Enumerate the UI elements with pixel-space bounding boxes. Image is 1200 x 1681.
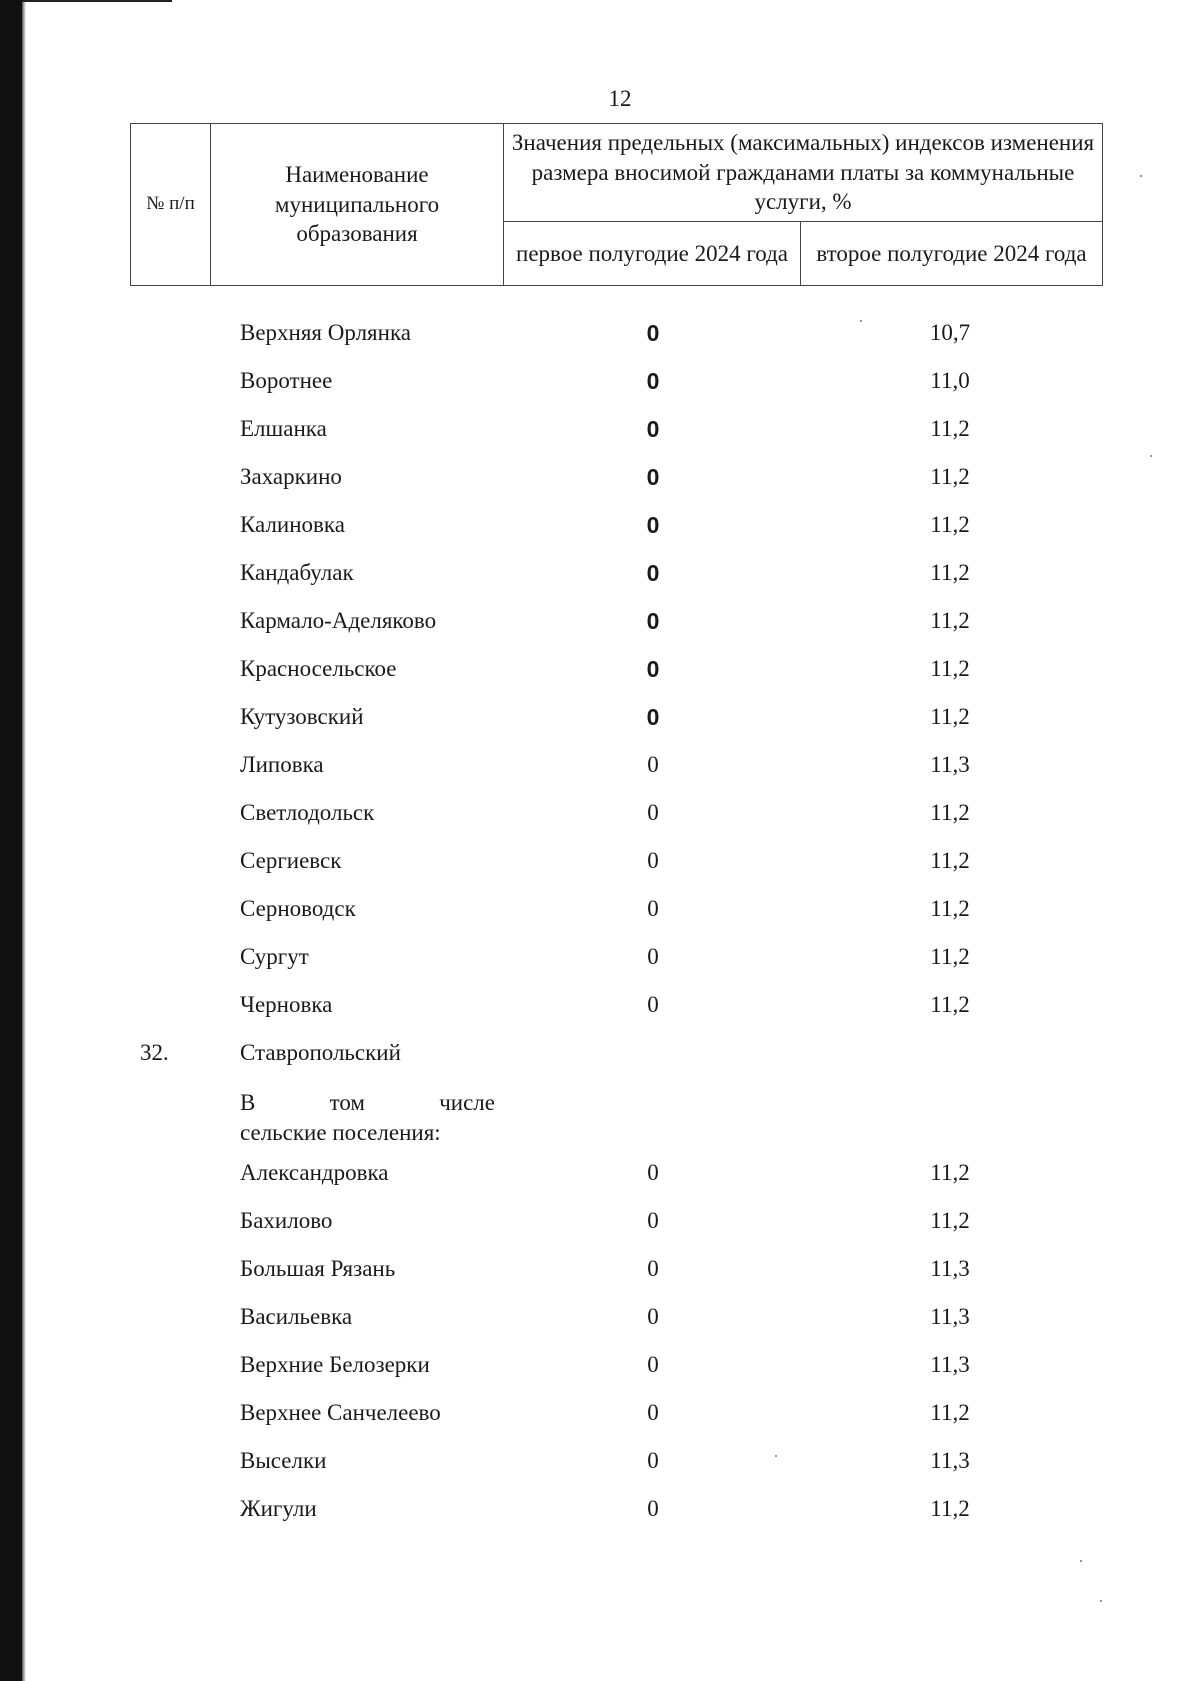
first-half-value: 0 bbox=[647, 944, 659, 969]
first-half-value: 0 bbox=[647, 1352, 659, 1377]
table-row bbox=[0, 368, 1200, 408]
first-half-value: 0 bbox=[647, 848, 659, 873]
table-row bbox=[0, 320, 1200, 360]
subheader-word: числе bbox=[439, 1090, 495, 1115]
municipality-name: Кандабулак bbox=[240, 560, 354, 585]
scan-speck bbox=[860, 320, 862, 322]
subheader-word: В bbox=[240, 1090, 256, 1115]
municipality-name: Верхняя Орлянка bbox=[240, 320, 411, 345]
first-half-value: 0 bbox=[646, 656, 660, 682]
first-half-value: 0 bbox=[647, 896, 659, 921]
second-half-value: 11,2 bbox=[930, 1496, 970, 1521]
table-row bbox=[0, 992, 1200, 1032]
first-half-value: 0 bbox=[647, 1304, 659, 1329]
first-half-value: 0 bbox=[647, 1256, 659, 1281]
municipality-name: Верхние Белозерки bbox=[240, 1352, 430, 1377]
second-half-value: 11,2 bbox=[930, 608, 970, 633]
first-half-value: 0 bbox=[646, 704, 660, 730]
municipality-name: Жигули bbox=[240, 1496, 317, 1521]
table-row bbox=[0, 1160, 1200, 1200]
column-header-second-half: второе полугодие 2024 года bbox=[801, 222, 1103, 286]
second-half-value: 11,2 bbox=[930, 656, 970, 681]
second-half-value: 11,2 bbox=[930, 512, 970, 537]
first-half-value: 0 bbox=[647, 1496, 659, 1521]
first-half-value: 0 bbox=[647, 992, 659, 1017]
second-half-value: 11,3 bbox=[930, 1304, 970, 1329]
section-number: 32. bbox=[140, 1040, 169, 1065]
first-half-value: 0 bbox=[646, 368, 660, 394]
scan-speck bbox=[775, 1455, 777, 1457]
municipality-name: Елшанка bbox=[240, 416, 327, 441]
table-row bbox=[0, 608, 1200, 648]
municipality-name: Захаркино bbox=[240, 464, 342, 489]
first-half-value: 0 bbox=[647, 1160, 659, 1185]
second-half-value: 11,2 bbox=[930, 896, 970, 921]
table-row bbox=[0, 1304, 1200, 1344]
municipality-name: Калиновка bbox=[240, 512, 345, 537]
first-half-value: 0 bbox=[646, 416, 660, 442]
first-half-value: 0 bbox=[646, 560, 660, 586]
table-row bbox=[0, 1448, 1200, 1488]
municipality-name: Сургут bbox=[240, 944, 309, 969]
first-half-value: 0 bbox=[647, 752, 659, 777]
municipality-name: Выселки bbox=[240, 1448, 327, 1473]
second-half-value: 11,2 bbox=[930, 464, 970, 489]
column-header-name: Наименование муниципального образования bbox=[211, 124, 504, 286]
municipality-name: Сергиевск bbox=[240, 848, 342, 873]
first-half-value: 0 bbox=[646, 464, 660, 490]
municipality-name: Бахилово bbox=[240, 1208, 333, 1233]
second-half-value: 11,2 bbox=[930, 1160, 970, 1185]
first-half-value: 0 bbox=[647, 1448, 659, 1473]
scan-speck bbox=[1140, 175, 1142, 177]
municipality-name: Черновка bbox=[240, 992, 333, 1017]
second-half-value: 11,3 bbox=[930, 1352, 970, 1377]
table-row bbox=[0, 704, 1200, 744]
table-row bbox=[0, 848, 1200, 888]
second-half-value: 11,3 bbox=[930, 1256, 970, 1281]
table-row bbox=[0, 896, 1200, 936]
first-half-value: 0 bbox=[647, 800, 659, 825]
second-half-value: 11,2 bbox=[930, 560, 970, 585]
table-row bbox=[0, 560, 1200, 600]
municipality-name: Кутузовский bbox=[240, 704, 364, 729]
municipality-name: Липовка bbox=[240, 752, 324, 777]
table-row bbox=[0, 752, 1200, 792]
first-half-value: 0 bbox=[646, 512, 660, 538]
municipality-name: Васильевка bbox=[240, 1304, 353, 1329]
second-half-value: 11,2 bbox=[930, 800, 970, 825]
page-number: 12 bbox=[608, 86, 632, 111]
first-half-value: 0 bbox=[646, 608, 660, 634]
second-half-value: 11,2 bbox=[930, 848, 970, 873]
table-row bbox=[0, 416, 1200, 456]
first-half-value: 0 bbox=[646, 320, 660, 346]
second-half-value: 11,2 bbox=[930, 944, 970, 969]
municipality-name: Красносельское bbox=[240, 656, 397, 681]
section-name: Ставропольский bbox=[240, 1040, 401, 1065]
municipality-name: Большая Рязань bbox=[240, 1256, 396, 1281]
table-row bbox=[0, 1352, 1200, 1392]
second-half-value: 11,3 bbox=[930, 1448, 970, 1473]
table-row bbox=[0, 944, 1200, 984]
second-half-value: 11,2 bbox=[930, 416, 970, 441]
table-row bbox=[0, 512, 1200, 552]
column-header-first-half: первое полугодие 2024 года bbox=[504, 222, 801, 286]
table-row bbox=[0, 656, 1200, 696]
second-half-value: 11,2 bbox=[930, 704, 970, 729]
section-subheader bbox=[240, 1088, 495, 1148]
first-half-value: 0 bbox=[647, 1208, 659, 1233]
table-row bbox=[0, 1208, 1200, 1248]
second-half-value: 11,3 bbox=[930, 752, 970, 777]
column-header-values: Значения предельных (максимальных) индексов изменения размера вносимой гражданами платы за коммунальные услуги, % bbox=[504, 124, 1103, 222]
first-half-value: 0 bbox=[647, 1400, 659, 1425]
municipality-name: Александровка bbox=[240, 1160, 389, 1185]
second-half-value: 11,2 bbox=[930, 1208, 970, 1233]
scan-speck bbox=[1080, 1560, 1082, 1562]
municipality-name: Серноводск bbox=[240, 896, 356, 921]
scan-speck bbox=[1100, 1600, 1102, 1602]
table-row bbox=[0, 1400, 1200, 1440]
second-half-value: 11,2 bbox=[930, 1400, 970, 1425]
second-half-value: 11,0 bbox=[930, 368, 970, 393]
table-row bbox=[0, 464, 1200, 504]
column-header-number: № п/п bbox=[131, 124, 211, 286]
second-half-value: 10,7 bbox=[929, 320, 971, 345]
municipality-name: Светлодольск bbox=[240, 800, 375, 825]
scan-speck bbox=[1150, 455, 1152, 457]
municipality-name: Кармало-Аделяково bbox=[240, 608, 437, 633]
table-row bbox=[0, 1496, 1200, 1536]
subheader-word: том bbox=[329, 1090, 365, 1115]
municipality-name: Воротнее bbox=[240, 368, 333, 393]
municipality-name: Верхнее Санчелеево bbox=[240, 1400, 441, 1425]
subheader-line: сельские поселения: bbox=[240, 1119, 441, 1145]
table-row bbox=[0, 800, 1200, 840]
table-row bbox=[0, 1256, 1200, 1296]
second-half-value: 11,2 bbox=[930, 992, 970, 1017]
